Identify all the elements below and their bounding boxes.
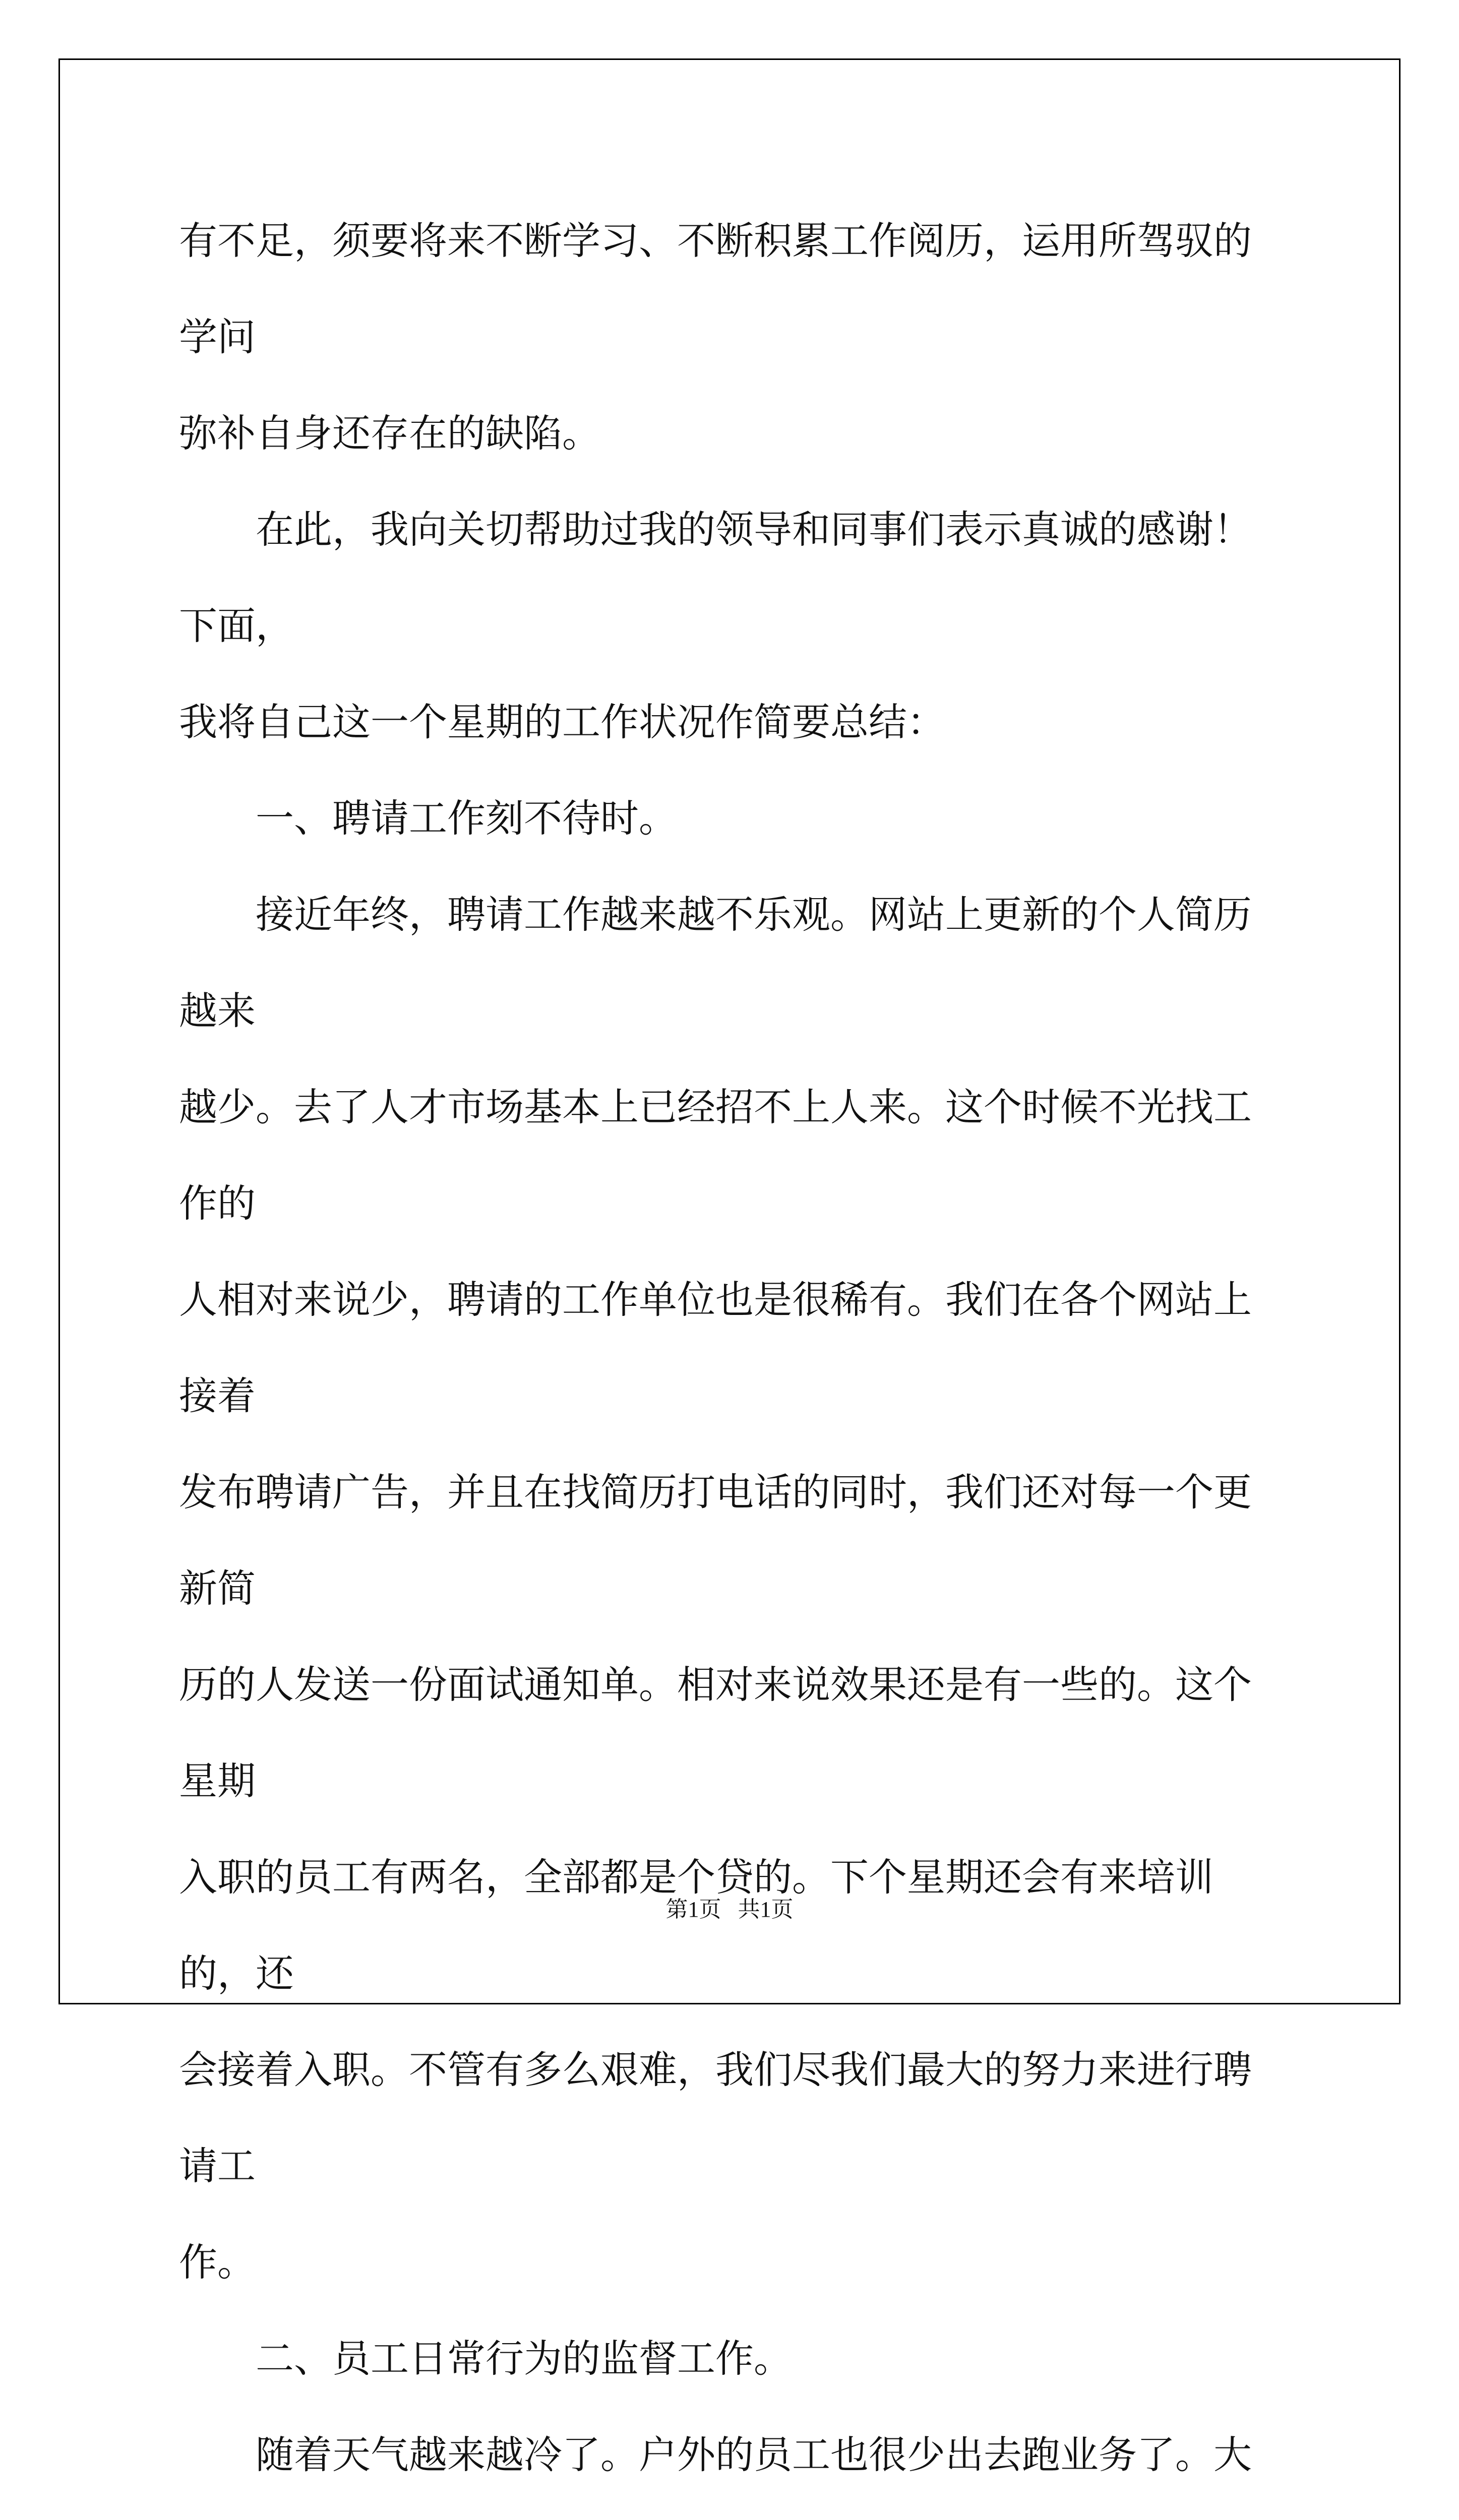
text-line: 我将自己这一个星期的工作状况作简要总结： <box>179 700 945 744</box>
paragraph <box>179 481 1288 770</box>
text-line: 二、员工日常行为的监督工作。 <box>256 2336 792 2381</box>
text-line: 历的人发送一份面试通知单。相对来说效果还是有一些的。这个星期 <box>179 1662 1252 1803</box>
text-line: 有不足，须要将来不断学习、不断积累工作阅历，运用所驾驭的学问 <box>179 218 1252 359</box>
page-footer: 第1页 共1页 <box>665 1897 794 1922</box>
text-line: 一、聘请工作刻不待时。 <box>256 796 677 841</box>
section-heading <box>179 2310 1288 2407</box>
text-line: 在此，我向关切帮助过我的领导和同事们表示真诚的感谢！下面， <box>179 507 1252 648</box>
paragraph <box>179 2407 1288 2520</box>
text-line: 人相对来说少，聘请的工作单位也是很稀有。我们在各个网站上接着 <box>179 1277 1252 1418</box>
section-heading <box>179 770 1288 866</box>
text-line: 入职的员工有两名，全部都是个贷的。下个星期还会有来培训的，还 <box>179 1855 1213 1996</box>
paragraph <box>179 866 1288 2310</box>
text-line: 会接着入职。不管有多么艰难，我们尽我们最大的努力来进行聘请工 <box>179 2047 1252 2188</box>
document-body <box>179 193 1288 2520</box>
text-line: 弥补自身还存在的缺陷。 <box>179 411 600 456</box>
text-line: 发布聘请广告，并且在找简历打电话的同时，我们还对每一个更新简 <box>179 1470 1252 1611</box>
text-line: 越少。去了人才市场基本上已经招不上人来。这个时候不光找工作的 <box>179 1085 1252 1226</box>
text-line: 随着天气越来越冷了。户外的员工也很少出去跑业务了。大 <box>256 2432 1252 2477</box>
text-line: 作。 <box>179 2240 256 2285</box>
text-line: 接近年终，聘请工作越来越不乐观。网站上更新的个人简历越来 <box>179 892 1252 1033</box>
paragraph <box>179 193 1288 481</box>
